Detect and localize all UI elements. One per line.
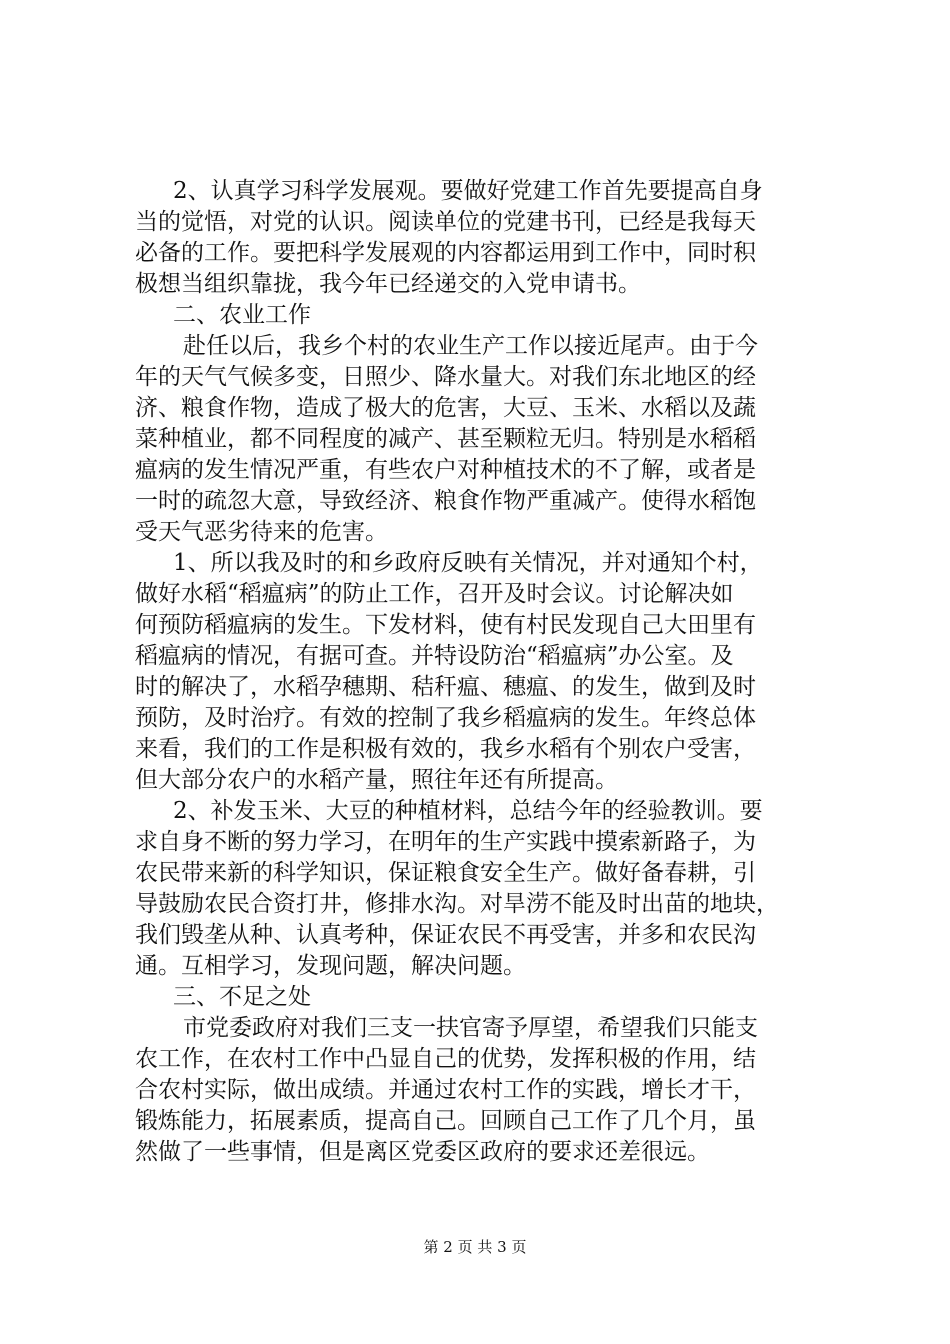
page-number-footer: 第 2 页 共 3 页 [423,1238,527,1256]
paragraph-line: 做好水稻“稻瘟病”的防止工作，召开及时会议。讨论解决如 [135,581,734,607]
paragraph-line: 锻炼能力，拓展素质，提高自己。回顾自己工作了几个月，虽 [135,1108,756,1134]
paragraph-line: 导鼓励农民合资打井，修排水沟。对旱涝不能及时出苗的地块， [135,891,779,917]
paragraph-line: 菜种植业，都不同程度的减产、甚至颗粒无归。特别是水稻稻 [135,426,756,452]
paragraph-line: 年的天气气候多变，日照少、降水量大。对我们东北地区的经 [135,364,756,390]
paragraph-line: 济、粮食作物，造成了极大的危害，大豆、玉米、水稻以及蔬 [135,395,756,421]
paragraph-line: 何预防稻瘟病的发生。下发材料，使有村民发现自己大田里有 [135,612,756,638]
paragraph-line: 当的觉悟，对党的认识。阅读单位的党建书刊，已经是我每天 [135,209,756,235]
section-heading-shortcomings: 三、不足之处 [173,984,311,1010]
paragraph-line: 但大部分农户的水稻产量，照往年还有所提高。 [135,767,618,793]
paragraph-line: 然做了一些事情，但是离区党委区政府的要求还差很远。 [135,1139,710,1165]
paragraph-line: 预防，及时治疗。有效的控制了我乡稻瘟病的发生。年终总体 [135,705,756,731]
paragraph-line: 一时的疏忽大意，导致经济、粮食作物严重减产。使得水稻饱 [135,488,756,514]
section-heading-agriculture: 二、农业工作 [173,302,311,328]
document-body [135,176,815,1168]
paragraph-line: 合农村实际，做出成绩。并通过农村工作的实践，增长才干， [135,1077,756,1103]
paragraph-line: 农工作，在农村工作中凸显自己的优势，发挥积极的作用，结 [135,1046,756,1072]
paragraph-line: 求自身不断的努力学习，在明年的生产实践中摸索新路子，为 [135,829,756,855]
paragraph-line: 通。互相学习，发现问题，解决问题。 [135,953,526,979]
paragraph-line: 2、认真学习科学发展观。要做好党建工作首先要提高自身 [173,178,763,204]
paragraph-line: 1、所以我及时的和乡政府反映有关情况，并对通知个村， [173,550,763,576]
paragraph-line: 来看，我们的工作是积极有效的，我乡水稻有个别农户受害， [135,736,756,762]
paragraph-line: 受天气恶劣待来的危害。 [135,519,388,545]
paragraph-line: 农民带来新的科学知识，保证粮食安全生产。做好备春耕，引 [135,860,756,886]
paragraph-line: 极想当组织靠拢，我今年已经递交的入党申请书。 [135,271,641,297]
paragraph-line: 时的解决了，水稻孕穗期、秸秆瘟、穗瘟、的发生，做到及时 [135,674,756,700]
paragraph-line: 稻瘟病的情况，有据可查。并特设防治“稻瘟病”办公室。及 [135,643,734,669]
paragraph-line: 市党委政府对我们三支一扶官寄予厚望，希望我们只能支 [183,1015,758,1041]
paragraph-line: 我们毁垄从种、认真考种，保证农民不再受害，并多和农民沟 [135,922,756,948]
paragraph-line: 瘟病的发生情况严重，有些农户对种植技术的不了解，或者是 [135,457,756,483]
paragraph-line: 必备的工作。要把科学发展观的内容都运用到工作中，同时积 [135,240,756,266]
paragraph-line: 赴任以后，我乡个村的农业生产工作以接近尾声。由于今 [183,333,758,359]
paragraph-line: 2、补发玉米、大豆的种植材料，总结今年的经验教训。要 [173,798,763,824]
